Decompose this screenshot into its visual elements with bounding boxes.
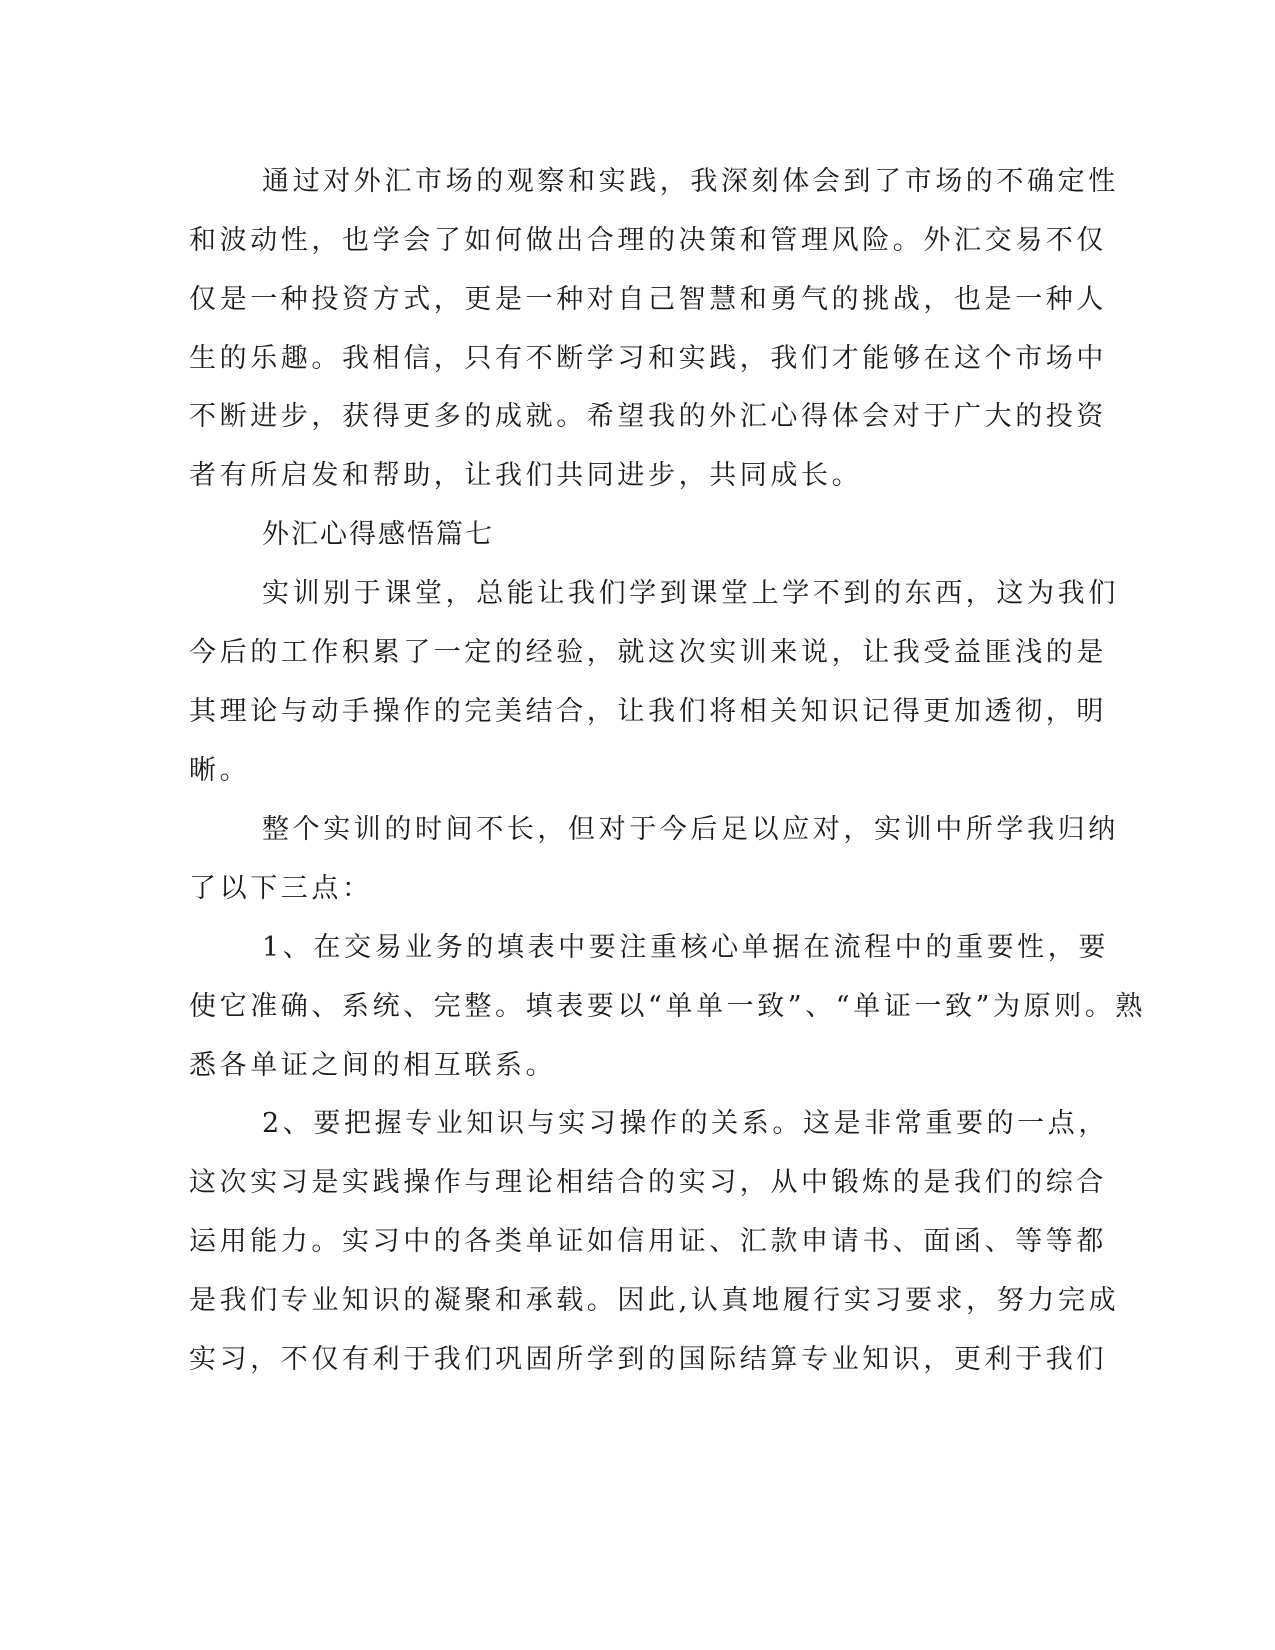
text-line: 是我们专业知识的凝聚和承载。因此,认真地履行实习要求，努力完成 <box>189 1285 1120 1316</box>
text-line: 生的乐趣。我相信，只有不断学习和实践，我们才能够在这个市场中 <box>189 343 1107 374</box>
text-line: 晰。 <box>189 755 251 786</box>
text-line: 不断进步，获得更多的成就。希望我的外汇心得体会对于广大的投资 <box>189 401 1107 432</box>
text-line: 1、在交易业务的填表中要注重核心单据在流程中的重要性，要 <box>262 932 1109 963</box>
text-line: 通过对外汇市场的观察和实践，我深刻体会到了市场的不确定性 <box>262 166 1119 197</box>
section-heading: 外汇心得感悟篇七 <box>262 519 494 550</box>
text-line: 其理论与动手操作的完美结合，让我们将相关知识记得更加透彻，明 <box>189 696 1107 727</box>
text-line: 了以下三点： <box>189 873 373 904</box>
text-line: 整个实训的时间不长，但对于今后足以应对，实训中所学我归纳 <box>262 814 1119 845</box>
text-line: 2、要把握专业知识与实习操作的关系。这是非常重要的一点， <box>262 1108 1109 1139</box>
text-line: 悉各单证之间的相互联系。 <box>189 1050 557 1081</box>
text-line: 今后的工作积累了一定的经验，就这次实训来说，让我受益匪浅的是 <box>189 637 1107 668</box>
text-line: 者有所启发和帮助，让我们共同进步，共同成长。 <box>189 460 863 491</box>
text-line: 仅是一种投资方式，更是一种对自己智慧和勇气的挑战，也是一种人 <box>189 284 1107 315</box>
text-line: 和波动性，也学会了如何做出合理的决策和管理风险。外汇交易不仅 <box>189 225 1107 256</box>
text-line: 运用能力。实习中的各类单证如信用证、汇款申请书、面函、等等都 <box>189 1226 1107 1257</box>
text-line: 使它准确、系统、完整。填表要以“单单一致”、“单证一致”为原则。熟 <box>189 991 1147 1022</box>
text-line: 实训别于课堂，总能让我们学到课堂上学不到的东西，这为我们 <box>262 578 1119 609</box>
text-line: 这次实习是实践操作与理论相结合的实习，从中锻炼的是我们的综合 <box>189 1167 1107 1198</box>
text-line: 实习，不仅有利于我们巩固所学到的国际结算专业知识，更利于我们 <box>189 1344 1107 1375</box>
